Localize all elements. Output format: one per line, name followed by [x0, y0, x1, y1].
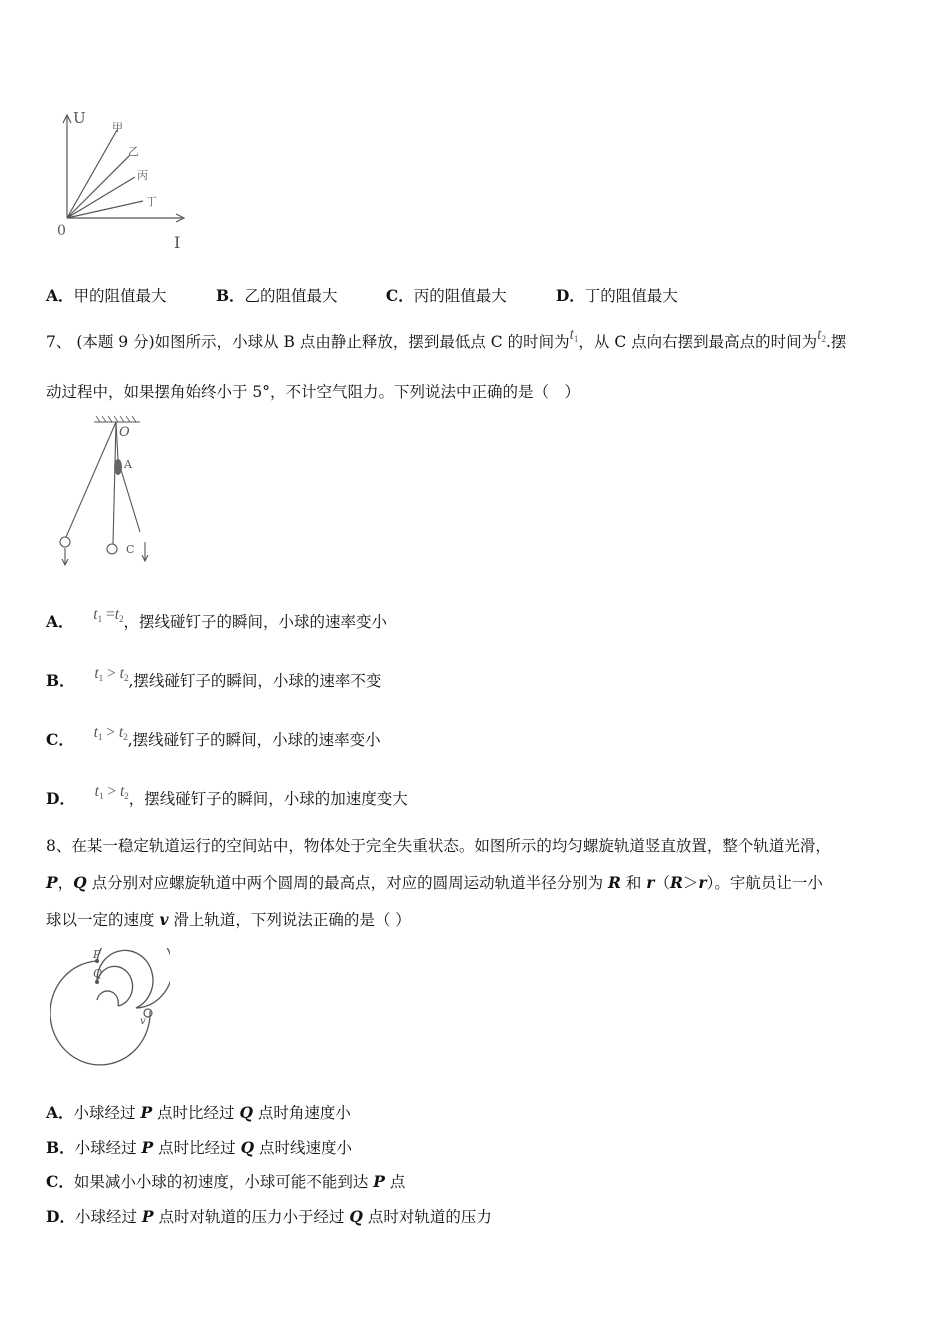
q7-text-3: .摆 — [825, 333, 847, 351]
q8-option-a: A．小球经过 P 点时比经过 Q 点时角速度小 — [46, 1103, 351, 1122]
q8-stem-line2: P，Q 点分别对应螺旋轨道中两个圆周的最高点，对应的圆周运动轨道半径分别为 R 和 r（R＞r）。宇航员让一小 — [46, 873, 823, 892]
ui-graph-figure — [50, 105, 200, 260]
pendulum-figure — [50, 412, 170, 577]
point-o-label: O — [119, 425, 130, 440]
point-q-label: Q — [93, 967, 103, 980]
axis-u-label: U — [73, 109, 86, 127]
q7-stem-line1 — [46, 326, 847, 357]
t1-symbol: $t_1$ — [569, 326, 579, 344]
q7-text-2: ，从 C 点向右摆到最高点的时间为 — [578, 333, 818, 351]
q7-option-a: A． $t_1 =t_2$，摆线碰钉子的瞬间，小球的速率变小 — [46, 606, 388, 631]
line-label-yi: 乙 — [128, 145, 139, 158]
q8-stem-line3: 球以一定的速度 v 滑上轨道，下列说法正确的是（ ） — [46, 910, 411, 929]
q6-option-b: B．乙的阻值最大 — [215, 286, 338, 305]
q6-option-d: D．丁的阻值最大 — [555, 286, 678, 305]
q7-stem-line2: 动过程中，如果摆角始终小于 5°，不计空气阻力。下列说法中正确的是（ ） — [46, 383, 581, 401]
velocity-v-label: v — [140, 1016, 146, 1027]
q7-number: 7、 — [46, 333, 72, 351]
option-d-relation: $t_1 > t_2$ — [94, 783, 129, 801]
option-c-relation: $t_1 > t_2$ — [93, 724, 128, 742]
q8-option-c: C．如果减小小球的初速度，小球可能不能到达 P 点 — [46, 1172, 406, 1191]
q7-option-d: D． $t_1 > t_2$，摆线碰钉子的瞬间，小球的加速度变大 — [46, 783, 408, 808]
axis-i-label: I — [174, 233, 181, 252]
spiral-track-figure — [50, 948, 170, 1073]
point-c-label: C — [126, 543, 135, 556]
line-label-jia: 甲 — [112, 121, 123, 134]
line-label-ding: 丁 — [146, 195, 157, 208]
t2-symbol: $t_2$ — [817, 326, 826, 344]
q8-stem-line1: 8、在某一稳定轨道运行的空间站中，物体处于完全失重状态。如图所示的均匀螺旋轨道竖直放置，整个轨道光滑， — [46, 837, 831, 855]
q6-option-a: A．甲的阻值最大 — [46, 286, 167, 305]
option-a-relation: $t_1 =t_2$ — [93, 606, 124, 624]
point-a-label: A — [124, 458, 132, 471]
q6-options — [46, 286, 678, 306]
origin-label: 0 — [57, 223, 66, 239]
q8-option-b: B．小球经过 P 点时比经过 Q 点时线速度小 — [46, 1138, 353, 1157]
q7-text-1: (本题 9 分)如图所示，小球从 B 点由静止释放，摆到最低点 C 的时间为 — [76, 333, 570, 351]
q6-option-c: C．丙的阻值最大 — [385, 286, 507, 305]
line-label-bing: 丙 — [137, 169, 148, 182]
q7-option-b: B． $t_1 > t_2$,摆线碰钉子的瞬间，小球的速率不变 — [46, 665, 382, 690]
point-p-label: P — [93, 948, 101, 961]
option-b-relation: $t_1 > t_2$ — [94, 665, 129, 683]
q8-option-d: D．小球经过 P 点时对轨道的压力小于经过 Q 点时对轨道的压力 — [46, 1207, 492, 1226]
q7-option-c: C． $t_1 > t_2$,摆线碰钉子的瞬间，小球的速率变小 — [46, 724, 381, 749]
